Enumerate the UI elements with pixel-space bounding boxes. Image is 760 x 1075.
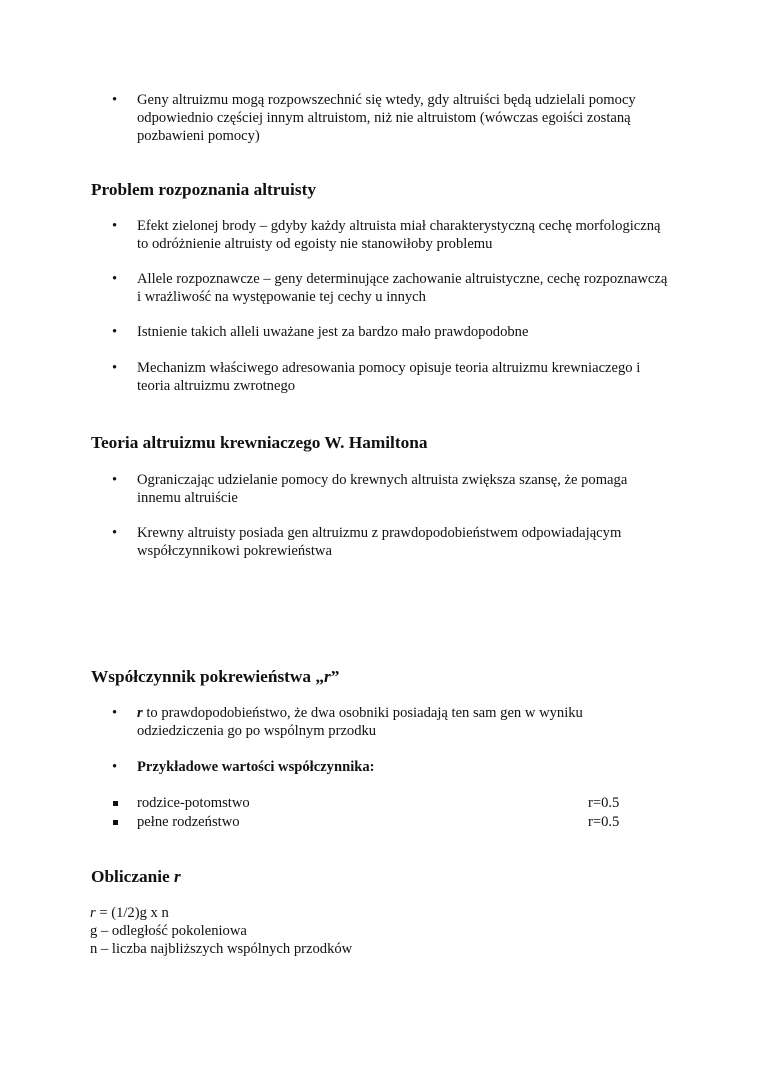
list-item: • Istnienie takich alleli uważane jest za bardzo mało prawdopodobne [112, 324, 529, 340]
section-heading-problem: Problem rozpoznania altruisty [91, 180, 316, 199]
list-item: • Efekt zielonej brody – gdyby każdy altruista miał charakterystyczną cechę morfologiczną to odróżnienie altruisty od egoisty nie stanowiłoby problemu [112, 218, 661, 252]
bullet-icon: • [112, 759, 118, 775]
example-row: rodzice-potomstwo r=0.5 [112, 794, 632, 812]
formula: r = (1/2)g x n [90, 905, 169, 921]
definition-n: n – liczba najbliższych wspólnych przodków [90, 941, 353, 957]
square-bullet-icon [113, 820, 118, 825]
bullet-icon: • [112, 218, 118, 234]
square-bullet-icon [113, 801, 118, 806]
bullet-icon: • [112, 525, 118, 541]
intro-bullet: • Geny altruizmu mogą rozpowszechnić się wtedy, gdy altruiści będą udzielali pomocy odpowiednio częściej innym altruistom, niż nie altruistom (wówczas egoiści zostaną pozbawieni pomocy) [112, 92, 636, 144]
bullet-icon: • [112, 92, 118, 108]
bullet-icon: • [112, 271, 118, 287]
bullet-icon: • [112, 705, 118, 721]
list-item: • Ograniczając udzielanie pomocy do krewnych altruista zwiększa szansę, że pomaga innemu altruiście [112, 472, 628, 506]
list-item: • r to prawdopodobieństwo, że dwa osobniki posiadają ten sam gen w wyniku odziedziczenia go po wspólnym przodku [112, 705, 583, 739]
section-heading-coefficient: Współczynnik pokrewieństwa „r” [91, 667, 340, 686]
list-item: • Allele rozpoznawcze – geny determinujące zachowanie altruistyczne, cechę rozpoznawczą i wrażliwość na występowanie tej cechy u innych [112, 271, 668, 305]
example-row: pełne rodzeństwo r=0.5 [112, 813, 632, 831]
list-item: • Przykładowe wartości współczynnika: [112, 759, 375, 775]
section-heading-hamilton: Teoria altruizmu krewniaczego W. Hamiltona [91, 433, 428, 452]
bullet-icon: • [112, 360, 118, 376]
section-heading-calculation: Obliczanie r [91, 867, 181, 886]
bullet-icon: • [112, 324, 118, 340]
list-item: • Krewny altruisty posiada gen altruizmu z prawdopodobieństwem odpowiadającym współczynnikowi pokrewieństwa [112, 525, 622, 559]
definition-g: g – odległość pokoleniowa [90, 923, 247, 939]
bullet-icon: • [112, 472, 118, 488]
list-item: • Mechanizm właściwego adresowania pomocy opisuje teoria altruizmu krewniaczego i teoria altruizmu zwrotnego [112, 360, 641, 394]
